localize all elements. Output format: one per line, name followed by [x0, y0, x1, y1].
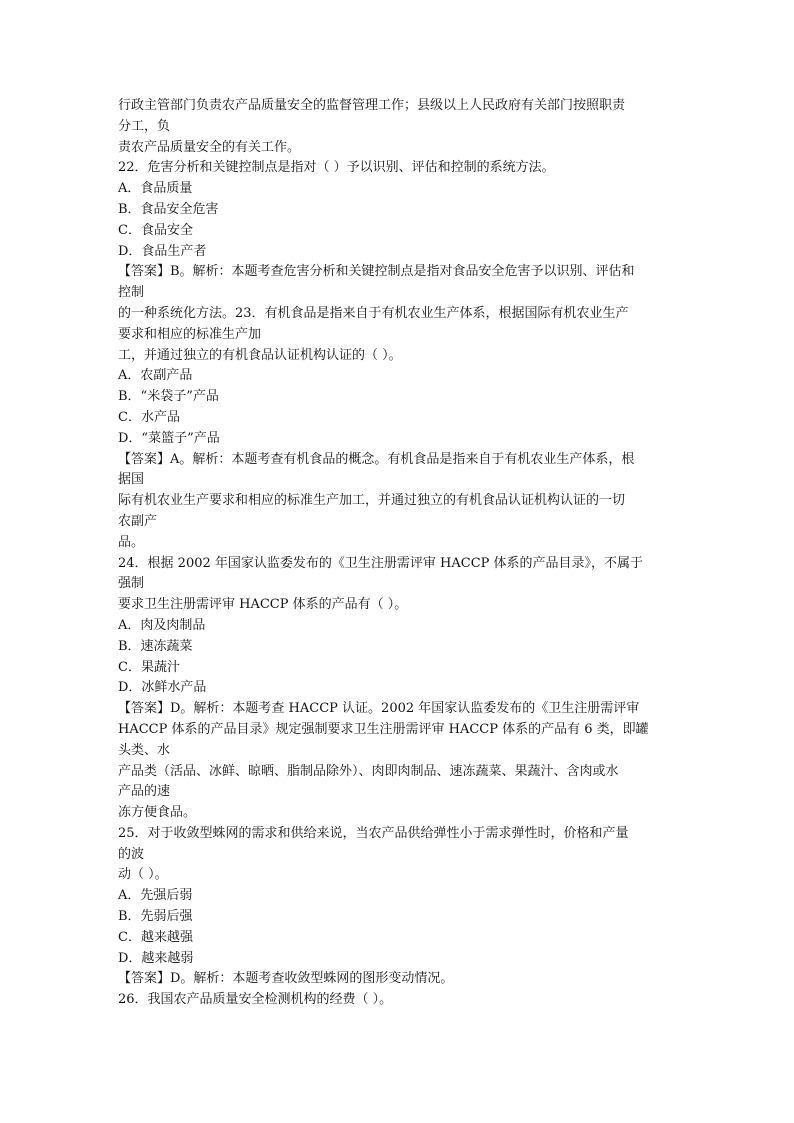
option-b: B．速冻蔬菜 — [118, 638, 193, 654]
option-d: D．冰鲜水产品 — [118, 680, 207, 696]
text-line: 要求卫生注册需评审 HACCP 体系的产品有（ ）。 — [118, 597, 408, 613]
text-line: 行政主管部门负责农产品质量安全的监督管理工作；县级以上人民政府有关部门按照职责 — [118, 98, 626, 113]
text-line: 品。 — [118, 534, 145, 550]
text-line: 据国 — [118, 472, 145, 488]
text-line: 冻方便食品。 — [118, 805, 197, 821]
question-24: 24．根据 2002 年国家认监委发布的《卫生注册需评审 HACCP 体系的产品目录》，不属于 — [118, 555, 644, 571]
question-25: 25．对于收敛型蛛网的需求和供给来说，当农产品供给弹性小于需求弹性时，价格和产量 — [118, 825, 629, 841]
option-c: C．越来越强 — [118, 929, 193, 945]
option-d: D．“菜篮子”产品 — [118, 430, 220, 446]
text-line: 农副产 — [118, 513, 158, 529]
option-a: A．农副产品 — [118, 368, 193, 384]
option-d: D．越来越弱 — [118, 950, 194, 966]
text-line: 头类、水 — [118, 742, 171, 758]
text-line: 控制 — [118, 285, 145, 301]
option-c: C．食品安全 — [118, 222, 193, 238]
text-line: 际有机农业生产要求和相应的标准生产加工，并通过独立的有机食品认证机构认证的一切 — [118, 493, 626, 509]
option-a: A．先强后弱 — [118, 888, 193, 904]
answer-line: 【答案】D。解析：本题考查 HACCP 认证。2002 年国家认监委发布的《卫生注册需评审 — [118, 701, 640, 717]
text-line: 责农产品质量安全的有关工作。 — [118, 139, 301, 155]
option-d: D．食品生产者 — [118, 243, 207, 259]
text-line: 的波 — [118, 846, 145, 862]
option-b: B．先弱后强 — [118, 909, 193, 925]
text-line: 工，并通过独立的有机食品认证机构认证的（ ）。 — [118, 347, 402, 363]
option-c: C．果蔬汁 — [118, 659, 180, 675]
text-line: 强制 — [118, 576, 145, 592]
answer-line: 【答案】A。解析：本题考查有机食品的概念。有机食品是指来自于有机农业生产体系，根 — [118, 451, 635, 467]
text-line: 产品的速 — [118, 784, 171, 800]
answer-line: 【答案】B。解析：本题考查危害分析和关键控制点是指对食品安全危害予以识别、评估和 — [118, 264, 635, 280]
option-b: B．“米袋子”产品 — [118, 389, 219, 405]
text-line: 要求和相应的标准生产加 — [118, 326, 262, 342]
text-line: HACCP 体系的产品目录》规定强制要求卫生注册需评审 HACCP 体系的产品有 6 类，即罐 — [118, 721, 649, 737]
option-b: B．食品安全危害 — [118, 201, 219, 217]
option-a: A．肉及肉制品 — [118, 617, 206, 633]
answer-line: 【答案】D。解析：本题考查收敛型蛛网的图形变动情况。 — [118, 971, 454, 987]
document-page — [118, 96, 678, 1011]
text-line: 分工，负 — [118, 118, 171, 134]
text-line: 产品类（活品、冰鲜、晾晒、脂制品除外）、肉即肉制品、速冻蔬菜、果蔬汁、含肉或水 — [118, 763, 619, 779]
text-line: 动（ ）。 — [118, 867, 168, 883]
option-c: C．水产品 — [118, 409, 180, 425]
question-22: 22．危害分析和关键控制点是指对（ ）予以识别、评估和控制的系统方法。 — [118, 160, 555, 176]
option-a: A．食品质量 — [118, 181, 193, 197]
question-23: 的一种系统化方法。23．有机食品是指来自于有机农业生产体系，根据国际有机农业生产 — [118, 305, 629, 321]
question-26: 26．我国农产品质量安全检测机构的经费（ ）。 — [118, 992, 393, 1008]
